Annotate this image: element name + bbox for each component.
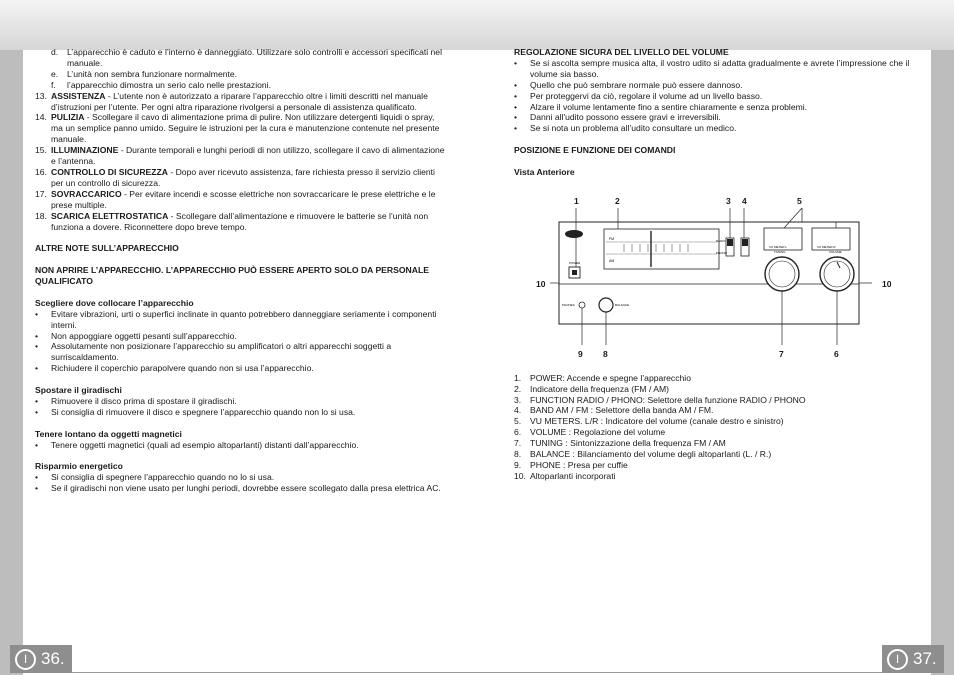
frequency-dial	[604, 229, 719, 269]
list-item: f. l’apparecchio dimostra un serio calo nelle prestazioni.	[51, 79, 271, 90]
section-heading: Risparmio energetico	[35, 461, 123, 472]
phones-label: PHONES	[562, 302, 575, 307]
list-item: e. L’unità non sembra funzionare normalmente.	[51, 68, 238, 79]
page-number: 37.	[913, 649, 937, 668]
list-item: 9. PHONE : Presa per cuffie	[514, 459, 628, 470]
subheading: Vista Anteriore	[514, 166, 575, 177]
phono-label: PHONO	[716, 250, 728, 255]
list-item: 5. VU METERS. L/R : Indicatore del volume (canale destro e sinistro)	[514, 416, 784, 427]
balance-knob	[599, 298, 613, 312]
balance-label: BALANCE	[615, 302, 630, 307]
tuning-label: TUNING	[774, 249, 786, 254]
volume-label: VOLUME	[829, 249, 842, 254]
radio-label: RADIO	[716, 238, 726, 243]
callout-6: 6	[834, 348, 839, 359]
callout-10-left: 10	[536, 278, 546, 289]
left-page-column	[35, 47, 445, 494]
language-badge: I	[887, 649, 908, 670]
list-item: • Alzare il volume lentamente fino a sentire chiaramente e senza problemi.	[514, 101, 808, 112]
list-item: 3. FUNCTION RADIO / PHONO: Selettore della funzione RADIO / PHONO	[514, 394, 806, 405]
list-item: • Rimuovere il disco prima di spostare il giradischi.	[35, 395, 237, 406]
language-badge: I	[15, 649, 36, 670]
section-heading: REGOLAZIONE SICURA DEL LIVELLO DEL VOLUME	[514, 47, 729, 57]
tuning-knob	[765, 257, 799, 291]
callout-7: 7	[779, 348, 784, 359]
section-heading: Scegliere dove collocare l’apparecchio	[35, 297, 194, 308]
list-item: 7. TUNING : Sintonizzazione della frequenza FM / AM	[514, 438, 726, 449]
list-item: 16. CONTROLLO DI SICUREZZA - Dopo aver ricevuto assistenza, fare richiesta presso il servizio clienti per un controllo di sicurezza.	[35, 166, 435, 188]
list-item: 14. PULIZIA - Scollegare il cavo di alimentazione prima di pulire. Non utilizzare detergenti liquidi o spray, ma un semplice panno umido. Seguire le istruzioni per la cura e manutenzione contenute nel presente manuale.	[35, 112, 440, 145]
brand-logo-icon	[565, 230, 583, 238]
footer-rule	[23, 672, 931, 673]
list-item: d. L’apparecchio è caduto e l’interno è danneggiato. Utilizzare solo controlli e accessori specificati nel manuale.	[51, 47, 442, 68]
list-item: 6. VOLUME : Regolazione del volume	[514, 427, 666, 438]
list-item: • Se si nota un problema all’udito consultare un medico.	[514, 123, 737, 134]
callout-4: 4	[742, 195, 747, 206]
list-item: • Si consiglia di spegnere l’apparecchio quando no lo si usa.	[35, 472, 275, 483]
callout-2: 2	[615, 195, 620, 206]
section-heading: ALTRE NOTE SULL’APPARECCHIO	[35, 243, 179, 254]
page-number: 36.	[41, 649, 65, 668]
section-heading: POSIZIONE E FUNZIONE DEI COMANDI	[514, 145, 676, 156]
callout-8: 8	[603, 348, 608, 359]
list-item: 1. POWER: Accende e spegne l’apparecchio	[514, 372, 691, 383]
dial-fm-label: FM	[609, 236, 615, 241]
list-item: • Assolutamente non posizionare l’apparecchio su amplificatori o altri apparecchi soggetti a surriscaldamento.	[35, 341, 392, 363]
page-number-left	[10, 645, 72, 673]
list-item: 4. BAND AM / FM : Selettore della banda AM / FM.	[514, 405, 714, 416]
vu-left-label: VU METER L	[769, 244, 788, 249]
list-item: • Danni all'udito possono essere gravi e irreversibili.	[514, 112, 721, 123]
callout-1: 1	[574, 195, 579, 206]
front-panel-figure	[514, 182, 914, 362]
list-item: 17. SOVRACCARICO - Per evitare incendi e scosse elettriche non sovraccaricare le prese elettriche e le prese multiple.	[35, 188, 436, 210]
vu-right-label: VU METER R	[817, 244, 836, 249]
list-item: 8. BALANCE : Bilanciamento del volume degli altoparlanti (L. / R.)	[514, 449, 772, 460]
page-number-right	[882, 645, 944, 673]
list-item: • Non appoggiare oggetti pesanti sull’apparecchio.	[35, 330, 237, 341]
list-item: 18. SCARICA ELETTROSTATICA - Scollegare dall’alimentazione e rimuovere le batterie se l’unità non funziona a dovere. Riconnettere dopo breve tempo.	[35, 210, 429, 232]
section-heading: Tenere lontano da oggetti magnetici	[35, 428, 182, 439]
list-item: 15. ILLUMINAZIONE - Durante temporali e lunghi periodi di non utilizzo, scollegare il cavo di alimentazione e l’antenna.	[35, 145, 445, 167]
list-item: • Evitare vibrazioni, urti o superfici inclinate in quanto potrebbero danneggiare seriamente i componenti interni.	[35, 308, 437, 330]
feature-list	[514, 373, 914, 482]
list-item: 13. ASSISTENZA - L’utente non è autorizzato a riparare l’apparecchio oltre i limiti descritti nel manuale d’istruzioni per l’utente. Per ogni altra riparazione rivolgersi a personale di assistenza qualificato.	[35, 90, 428, 112]
callout-5: 5	[797, 195, 802, 206]
left-margin-bar	[0, 50, 23, 675]
list-item: • Richiudere il coperchio parapolvere quando non si usa l’apparecchio.	[35, 363, 314, 374]
front-panel-diagram	[514, 182, 914, 362]
list-item: • Tenere oggetti magnetici (quali ad esempio altoparlanti) distanti dall’apparecchio.	[35, 439, 359, 450]
callout-3: 3	[726, 195, 731, 206]
header-band	[0, 0, 954, 50]
list-item: • Se il giradischi non viene usato per lunghi periodi, dovrebbe essere scollegato dalla presa elettrica AC.	[35, 483, 441, 494]
list-item: • Per proteggervi da ciò, regolare il volume ad un livello basso.	[514, 90, 763, 101]
callout-9: 9	[578, 348, 583, 359]
list-item: • Se si ascolta sempre musica alta, il vostro udito si adatta gradualmente e avrete l’impressione che il volume sia basso.	[514, 57, 910, 79]
list-item: • Quello che può sembrare normale può essere dannoso.	[514, 79, 743, 90]
callout-10-right: 10	[882, 278, 892, 289]
power-label: POWER	[569, 260, 581, 265]
warning-heading: NON APRIRE L’APPARECCHIO. L’APPARECCHIO PUÒ ESSERE APERTO SOLO DA PERSONALE QUALIFICATO	[35, 265, 429, 286]
list-item: • Si consiglia di rimuovere il disco e spegnere l’apparecchio quando non lo si usa.	[35, 406, 356, 417]
phones-jack	[579, 302, 585, 308]
right-page-column	[514, 47, 914, 482]
right-margin-bar	[931, 50, 954, 675]
section-heading: Spostare il giradischi	[35, 385, 122, 396]
dial-am-label: AM	[609, 258, 615, 263]
list-item: 10. Altoparlanti incorporati	[514, 470, 616, 481]
list-item: 2. Indicatore della frequenza (FM / AM)	[514, 383, 669, 394]
